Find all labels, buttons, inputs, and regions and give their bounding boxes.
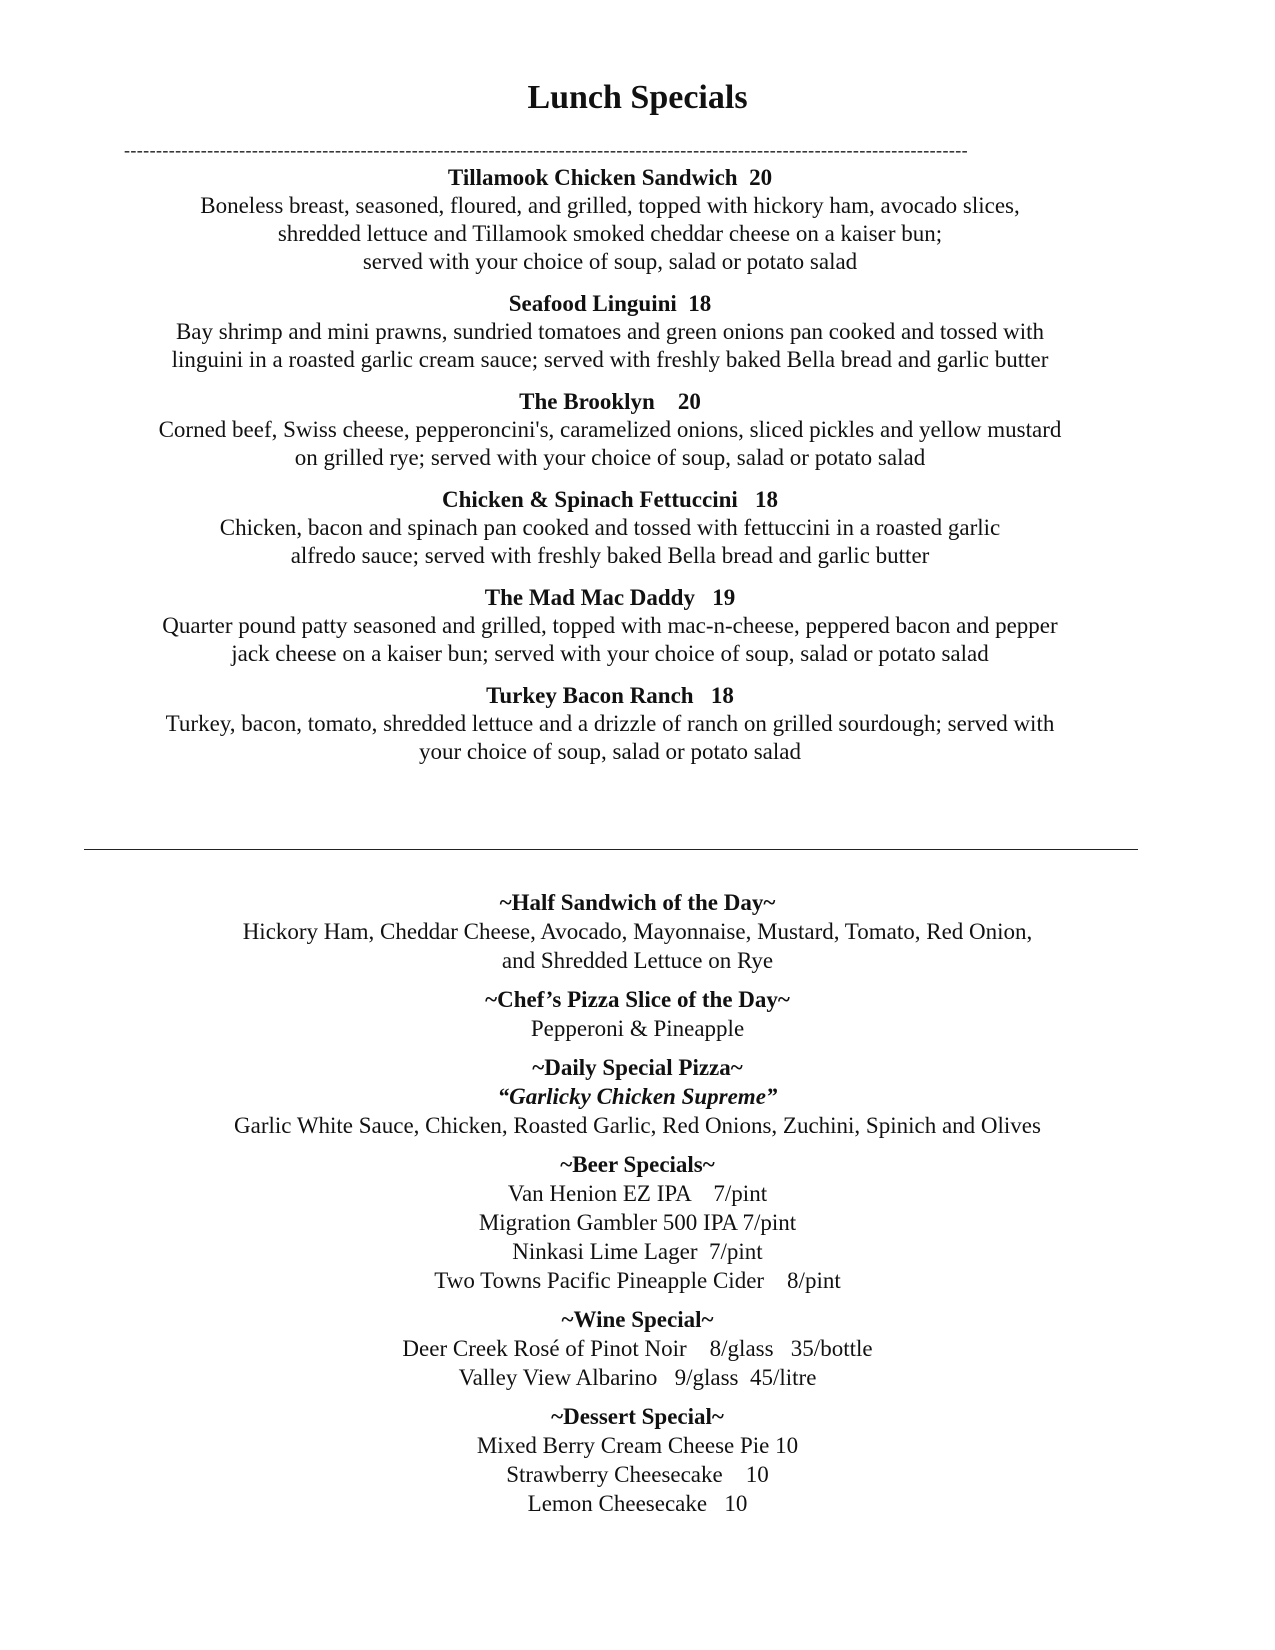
description-line: Turkey, bacon, tomato, shredded lettuce and a drizzle of ranch on grilled sourdough; served with [165,711,1055,736]
menu-item [70,584,1150,668]
lunch-items-list [70,164,1150,780]
menu-item-title: Turkey Bacon Ranch 18 [486,683,734,708]
special-section-title: ~Dessert Special~ [551,1404,724,1429]
special-section-title: ~Chef’s Pizza Slice of the Day~ [485,987,790,1012]
menu-item [70,682,1150,766]
special-section-title: ~Wine Special~ [561,1307,714,1332]
section-divider-line [84,849,1138,850]
description-line: Corned beef, Swiss cheese, pepperoncini's, caramelized onions, sliced pickles and yellow mustard [158,417,1062,442]
special-line: Valley View Albarino 9/glass 45/litre [458,1365,817,1390]
description-line: alfredo sauce; served with freshly baked Bella bread and garlic butter [290,543,930,568]
special-line: Strawberry Cheesecake 10 [506,1462,769,1487]
description-line: Quarter pound patty seasoned and grilled, topped with mac-n-cheese, peppered bacon and pepper [162,613,1058,638]
description-line: shredded lettuce and Tillamook smoked cheddar cheese on a kaiser bun; [277,221,943,246]
page-title: Lunch Specials [527,79,748,116]
special-section [0,1305,1275,1392]
special-section [0,888,1275,975]
menu-item [70,486,1150,570]
special-line: Two Towns Pacific Pineapple Cider 8/pint [434,1268,841,1293]
menu-item [70,290,1150,374]
special-section-title: ~Beer Specials~ [560,1152,715,1177]
menu-item-title: Chicken & Spinach Fettuccini 18 [441,487,779,512]
menu-item-title: Seafood Linguini 18 [508,291,712,316]
menu-item-description [70,318,1150,374]
daily-specials-list [0,888,1275,1528]
description-line: served with your choice of soup, salad or potato salad [362,249,858,274]
special-line: Mixed Berry Cream Cheese Pie 10 [476,1433,799,1458]
menu-item-title: Tillamook Chicken Sandwich 20 [447,165,773,190]
menu-item-description [70,612,1150,668]
description-line: jack cheese on a kaiser bun; served with your choice of soup, salad or potato salad [231,641,989,666]
menu-item-description [70,514,1150,570]
special-line: Lemon Cheesecake 10 [527,1491,748,1516]
special-line: Ninkasi Lime Lager 7/pint [512,1239,763,1264]
dashed-divider: ------------------------------------------------------------------------------------------------------------------------------------ [124,140,969,160]
special-section-title: ~Daily Special Pizza~ [532,1055,743,1080]
special-section [0,985,1275,1043]
special-line: Van Henion EZ IPA 7/pint [507,1181,768,1206]
menu-item-description [70,192,1150,276]
description-line: your choice of soup, salad or potato salad [419,739,801,764]
description-line: linguini in a roasted garlic cream sauce; served with freshly baked Bella bread and garlic butter [171,347,1049,372]
special-line: Garlic White Sauce, Chicken, Roasted Garlic, Red Onions, Zuchini, Spinich and Olives [234,1113,1041,1138]
special-section-title: ~Half Sandwich of the Day~ [499,890,776,915]
description-line: Bay shrimp and mini prawns, sundried tomatoes and green onions pan cooked and tossed with [175,319,1045,344]
description-line: Boneless breast, seasoned, floured, and grilled, topped with hickory ham, avocado slices, [200,193,1020,218]
menu-item-title: The Mad Mac Daddy 19 [484,585,736,610]
menu-item-description [70,416,1150,472]
special-section-subtitle: “Garlicky Chicken Supreme” [497,1084,778,1109]
special-section [0,1402,1275,1518]
menu-item [70,164,1150,276]
description-line: Chicken, bacon and spinach pan cooked and tossed with fettuccini in a roasted garlic [219,515,1001,540]
special-section [0,1053,1275,1140]
special-section [0,1150,1275,1295]
special-line: Migration Gambler 500 IPA 7/pint [478,1210,797,1235]
special-line: and Shredded Lettuce on Rye [501,948,774,973]
menu-item-title: The Brooklyn 20 [519,389,701,414]
menu-item [70,388,1150,472]
special-line: Hickory Ham, Cheddar Cheese, Avocado, Mayonnaise, Mustard, Tomato, Red Onion, [242,919,1033,944]
menu-item-description [70,710,1150,766]
special-line: Deer Creek Rosé of Pinot Noir 8/glass 35/bottle [402,1336,873,1361]
special-line: Pepperoni & Pineapple [530,1016,745,1041]
description-line: on grilled rye; served with your choice of soup, salad or potato salad [294,445,926,470]
